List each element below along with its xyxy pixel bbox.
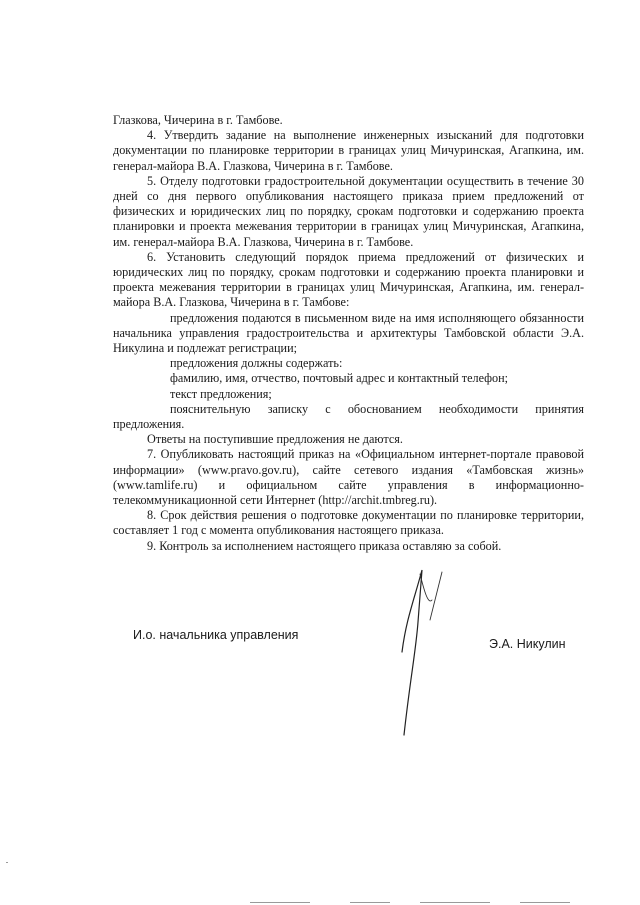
paragraph-5: 5. Отделу подготовки градостроительной документации осуществить в течение 30 дней со дня первого опубликования настоящего приказа прием предложений от физических и юридических лиц по порядку, срокам подготовки и содержанию проекта планировки и проекта межевания территории в границах улиц Мичуринская, Агапкина, им. генерал-майора В.А. Глазкова, Чичерина в г. Тамбове. [113,173,584,249]
scan-artifact-line [250,902,310,903]
paragraph-7: 7. Опубликовать настоящий приказ на «Официальном интернет-портале правовой информации» (www.pravo.gov.ru), сайте сетевого издания «Тамбовская жизнь» (www.tamlife.ru) и официальном сайте управления в информационно-телекоммуникационной сети Интернет (http://archit.tmbreg.ru). [113,447,584,508]
paragraph-6-item-text: текст предложения; [170,386,272,401]
scan-artifact-line [350,902,390,903]
scan-artifact-line [520,902,570,903]
scan-artifact-line [420,902,490,903]
paragraph-4: 4. Утвердить задание на выполнение инженерных изысканий для подготовки документации по планировке территории в границах улиц Мичуринская, Агапкина, им. генерал-майора В.А. Глазкова, Чичерина в г. Тамбове. [113,128,584,173]
signatory-name: Э.А. Никулин [489,637,566,651]
handwritten-signature [384,560,484,740]
signatory-title: И.о. начальника управления [133,628,299,642]
paragraph-6: 6. Установить следующий порядок приема предложений от физических и юридических лиц по порядку, срокам подготовки и содержанию проекта планировки и проекта межевания территории в границах улиц Мичуринская, Агапкина, им. генерал-майора В.А. Глазкова, Чичерина в г. Тамбове: [113,249,584,310]
scan-artifact-dot [6,862,8,863]
paragraph-6-item-contents: предложения должны содержать: [170,356,343,371]
document-body [113,113,584,554]
paragraph-6-item-note: пояснительную записку с обоснованием необходимости принятия предложения. [113,401,584,432]
paragraph-6-item-name: фамилию, имя, отчество, почтовый адрес и контактный телефон; [170,371,509,386]
paragraph-6-no-replies: Ответы на поступившие предложения не даются. [147,432,403,447]
paragraph-9: 9. Контроль за исполнением настоящего приказа оставляю за собой. [147,538,502,553]
paragraph-8: 8. Срок действия решения о подготовке документации по планировке территории, составляет 1 год с момента опубликования настоящего приказа. [113,508,584,538]
paragraph-6-item-submission: предложения подаются в письменном виде на имя исполняющего обязанности начальника управления градостроительства и архитектуры Тамбовской области Э.А. Никулина и подлежат регистрации; [113,310,584,356]
paragraph-continuation: Глазкова, Чичерина в г. Тамбове. [113,113,283,127]
